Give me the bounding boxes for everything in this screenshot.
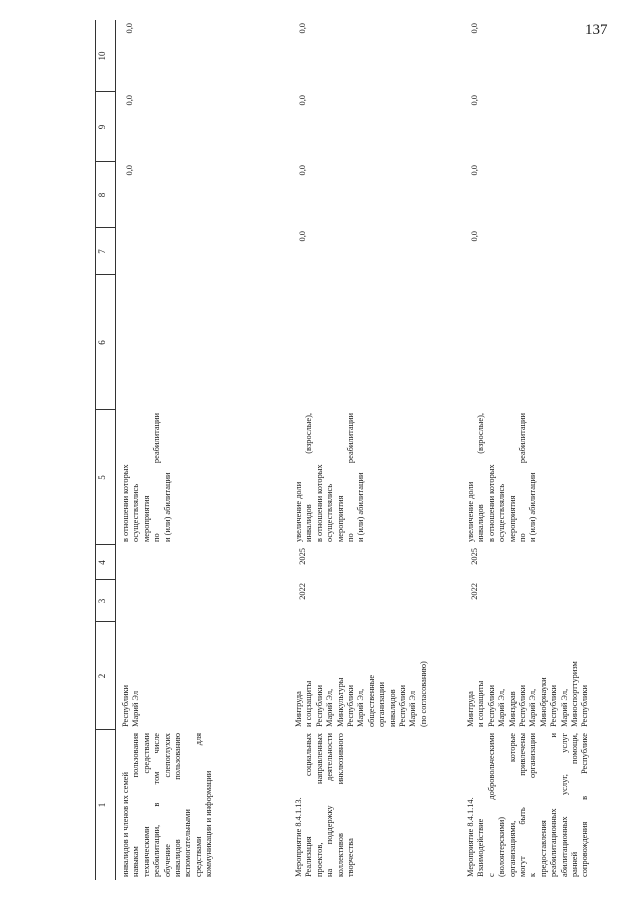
cell-line: увеличение доли — [466, 481, 475, 542]
table-cell-col-10: 0,0 — [298, 23, 307, 34]
table-cell-col-9: 0,0 — [298, 95, 307, 106]
cell-line: Марий Эл, — [325, 688, 335, 727]
cell-line: к организации — [528, 733, 538, 877]
table-cell-col-4: 2025 — [298, 548, 307, 565]
cell-line: Марий Эл, — [497, 688, 507, 727]
cell-line: и (или) абилитации — [528, 472, 538, 542]
table-cell-col-7: 0,0 — [298, 231, 307, 242]
table-cell-col-9: 0,0 — [125, 95, 134, 106]
table-top-border — [95, 20, 96, 880]
table-cell-col-8: 0,0 — [470, 165, 479, 176]
cell-line: техническими средствами — [141, 733, 151, 877]
column-header: 2 — [97, 673, 107, 679]
header-bottom-border — [115, 20, 116, 880]
rotated-table — [95, 20, 639, 880]
cell-line: в отношении которых — [486, 464, 496, 542]
cell-line: Минтруда — [466, 691, 475, 727]
cell-line: обучение слепоглухих — [162, 733, 172, 877]
column-header: 8 — [97, 192, 107, 198]
cell-line: ранней помощи, — [570, 733, 580, 877]
table-cell-col-10: 0,0 — [470, 23, 479, 34]
cell-line: Марий Эл, — [356, 688, 366, 727]
cell-line: инвалидов пользованию — [173, 733, 183, 877]
column-header: 3 — [97, 598, 107, 604]
cell-line: Марий Эл — [408, 690, 418, 727]
cell-line: коммуникации и информации — [204, 770, 214, 877]
cell-line: мероприятия — [335, 495, 345, 542]
cell-line: мероприятия — [507, 495, 517, 542]
table-cell-col-10: 0,0 — [125, 23, 134, 34]
cell-line: Взаимодействие — [476, 818, 486, 877]
cell-line: по реабилитации — [152, 413, 162, 542]
cell-line: Марий Эл — [131, 690, 141, 727]
cell-line: Реализация социальных — [304, 733, 314, 877]
page-number: 137 — [585, 22, 608, 38]
column-header: 4 — [97, 560, 107, 565]
table-cell-col-2 — [121, 625, 142, 727]
cell-line: Республики — [398, 684, 408, 727]
cell-line: могут быть привлечены — [518, 733, 528, 877]
cell-line: осуществлялись — [325, 483, 335, 542]
cell-line: Миноспорттуризм — [570, 661, 580, 727]
cell-line: и (или) абилитации — [162, 472, 172, 542]
cell-line: Республики — [346, 684, 356, 727]
cell-line: и (или) абилитации — [356, 472, 366, 542]
table-cell-col-2 — [466, 625, 591, 727]
column-header: 6 — [97, 340, 107, 345]
table-cell-col-3: 2022 — [470, 583, 479, 600]
cell-line: вспомогательными — [183, 809, 193, 877]
cell-line: предоставления — [538, 820, 548, 877]
cell-line: реабилитационных и — [549, 733, 559, 877]
cell-line: Минобрнауки — [538, 677, 548, 727]
cell-line: Республики — [518, 684, 528, 727]
cell-line: Минздрав — [507, 691, 517, 727]
cell-line: Марий Эл, — [528, 688, 538, 727]
table-cell-col-7: 0,0 — [470, 231, 479, 242]
table-cell-col-9: 0,0 — [470, 95, 479, 106]
cell-line: осуществлялись — [497, 483, 507, 542]
cell-line: реабилитации, в том числе — [152, 733, 162, 877]
cell-line: на поддержку деятельности — [325, 733, 335, 877]
cell-line: (по согласованию) — [418, 661, 428, 727]
cell-line: по реабилитации — [518, 413, 528, 542]
cell-line: Марий Эл, — [559, 688, 569, 727]
cell-line: инвалидов — [387, 689, 397, 727]
table-cell-col-1 — [121, 733, 215, 877]
cell-line: абилитационных услуг, услуг — [559, 733, 569, 877]
table-cell-col-5 — [466, 413, 539, 542]
cell-line: мероприятия — [141, 495, 151, 542]
cell-line: в отношении которых — [121, 464, 130, 542]
cell-line: Мероприятие 8.4.1.14. — [466, 797, 475, 877]
cell-line: средствами для — [193, 733, 203, 877]
table-cell-col-1 — [294, 733, 356, 877]
cell-line: инвалидов и членов их семей — [121, 772, 130, 877]
cell-line: коллективов инклюзивного — [335, 733, 345, 877]
table-cell-col-1 — [466, 733, 591, 877]
cell-line: по реабилитации — [346, 413, 356, 542]
cell-line: и соцзащиты — [476, 680, 486, 727]
cell-line: увеличение доли — [294, 481, 303, 542]
table-cell-col-8: 0,0 — [125, 165, 134, 176]
column-header: 7 — [97, 249, 107, 254]
cell-line: Республики — [486, 684, 496, 727]
table-cell-col-5 — [121, 413, 173, 542]
table-cell-col-2 — [294, 625, 429, 727]
column-header: 10 — [97, 51, 107, 61]
cell-line: осуществлялись — [131, 483, 141, 542]
table-cell-col-3: 2022 — [298, 583, 307, 600]
cell-line: Республики — [314, 684, 324, 727]
cell-line: инвалидов (взрослые), — [304, 413, 314, 542]
cell-line: Республики — [121, 684, 130, 727]
cell-line: сопровождения в Республике — [580, 733, 590, 877]
cell-line: Мероприятие 8.4.1.13. — [294, 797, 303, 877]
cell-line: инвалидов (взрослые), — [476, 413, 486, 542]
table-cell-col-8: 0,0 — [298, 165, 307, 176]
table-cell-col-5 — [294, 413, 367, 542]
cell-line: Минкультуры — [335, 677, 345, 727]
cell-line: в отношении которых — [314, 464, 324, 542]
cell-line: с добровольческими — [486, 733, 496, 877]
cell-line: и соцзащиты — [304, 680, 314, 727]
cell-line: общественные — [366, 674, 376, 727]
cell-line: организации — [377, 682, 387, 727]
cell-line: организациями, которые — [507, 733, 517, 877]
column-header: 5 — [97, 475, 107, 480]
cell-line: (волонтерскими) — [497, 816, 507, 877]
cell-line: Республики — [549, 684, 559, 727]
cell-line: Минтруда — [294, 691, 303, 727]
table-cell-col-4: 2025 — [470, 548, 479, 565]
column-header: 9 — [97, 124, 107, 130]
cell-line: творчества — [346, 838, 356, 877]
cell-line: Республики — [580, 684, 590, 727]
cell-line: навыкам пользования — [131, 733, 141, 877]
column-header: 1 — [97, 802, 107, 808]
cell-line: проектов, направленных — [314, 733, 324, 877]
